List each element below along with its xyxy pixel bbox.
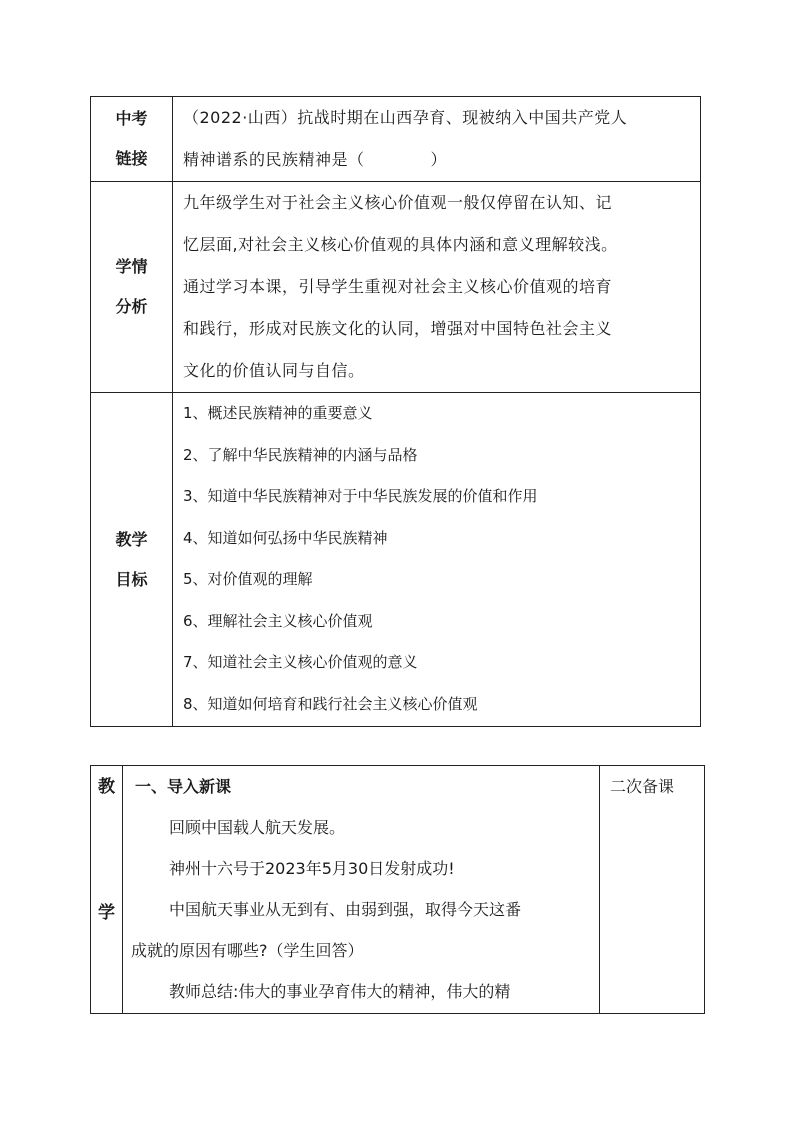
paragraph-line: 回顾中国载人航天发展。 — [169, 818, 346, 837]
lesson-content — [123, 766, 600, 1014]
teaching-column — [91, 766, 123, 1014]
goal-item: 3、知道中华民族精神对于中华民族发展的价值和作用 — [183, 487, 538, 505]
section-heading: 一、导入新课 — [135, 777, 232, 796]
label-line: 链接 — [115, 149, 148, 168]
exam-link-label — [91, 97, 173, 182]
student-analysis-label — [91, 182, 173, 393]
column-char: 教 — [98, 777, 115, 797]
goal-item: 8、知道如何培育和践行社会主义核心价值观 — [183, 694, 478, 713]
teaching-goals-row — [91, 393, 701, 727]
teaching-goals-label — [91, 393, 173, 727]
goal-item: 2、了解中华民族精神的内涵与品格 — [183, 445, 418, 464]
text-line: 通过学习本课，引导学生重视对社会主义核心价值观的培育 — [183, 277, 613, 296]
paragraph-line: 神州十六号于2023年5月30日发射成功! — [169, 859, 455, 878]
text-line: 和践行，形成对民族文化的认同，增强对中国特色社会主义 — [183, 319, 613, 338]
goal-item: 5、对价值观的理解 — [183, 570, 313, 588]
label-line: 学情 — [115, 257, 148, 276]
goal-item: 4、知道如何弘扬中华民族精神 — [183, 528, 388, 547]
goal-item: 7、知道社会主义核心价值观的意义 — [183, 653, 418, 671]
paragraph-line: 成就的原因有哪些?（学生回答） — [131, 941, 364, 960]
student-analysis-row — [91, 182, 701, 393]
text-line: 九年级学生对于社会主义核心价值观一般仅停留在认知、记 — [183, 193, 613, 212]
label-line: 分析 — [115, 297, 148, 316]
label-line: 目标 — [115, 569, 148, 589]
paragraph-line: 教师总结:伟大的事业孕育伟大的精神，伟大的精 — [169, 982, 511, 1001]
exam-link-content — [173, 97, 701, 182]
label-line: 中考 — [115, 109, 148, 128]
paragraph-line: 中国航天事业从无到有、由弱到强，取得今天这番 — [169, 900, 522, 919]
exam-link-row — [91, 97, 701, 182]
goal-item: 6、理解社会主义核心价值观 — [183, 611, 373, 630]
text-line: 精神谱系的民族精神是（ ） — [183, 150, 448, 169]
student-analysis-content — [173, 182, 701, 393]
text-line: （2022·山西）抗战时期在山西孕育、现被纳入中国共产党人 — [183, 108, 628, 127]
text-line: 忆层面,对社会主义核心价值观的具体内涵和意义理解较浅。 — [183, 235, 618, 254]
lesson-row — [91, 766, 705, 1014]
second-prep-label: 二次备课 — [610, 777, 675, 796]
goals-list — [173, 393, 700, 725]
column-char: 学 — [98, 903, 115, 923]
text-line: 文化的价值认同与自信。 — [183, 361, 365, 380]
second-prep-column — [600, 766, 705, 1014]
goal-item: 1、概述民族精神的重要意义 — [183, 404, 373, 422]
label-line: 教学 — [115, 529, 148, 549]
lesson-table — [90, 765, 705, 1014]
teaching-goals-content — [173, 393, 701, 727]
info-table — [90, 96, 701, 727]
